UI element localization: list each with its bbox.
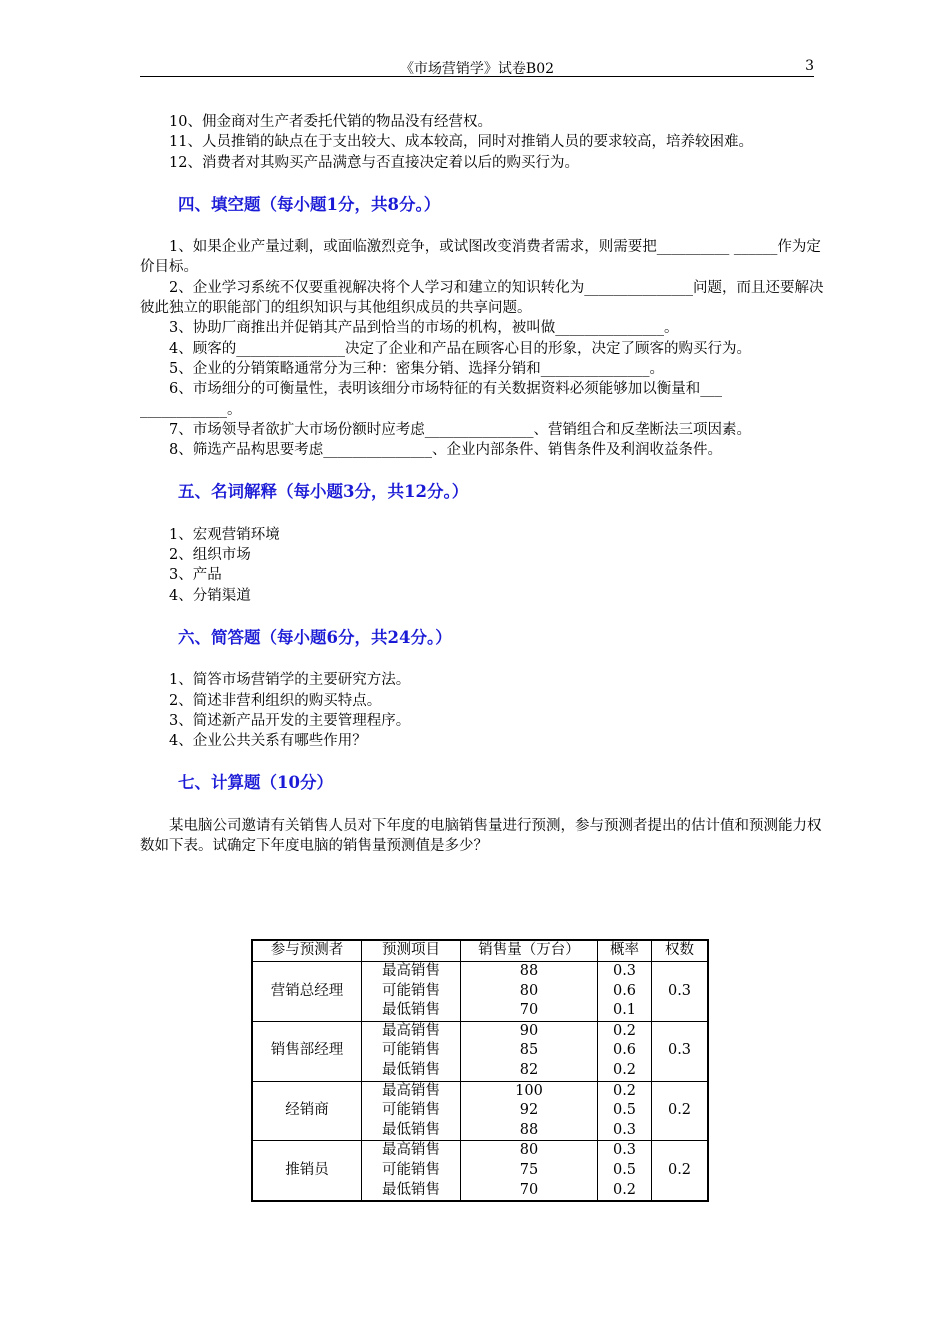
term-item: 2、组织市场 [169,547,251,564]
fill-item: 7、市场领导者欲扩大市场份额时应考虑_______________、营销组合和反垄断法三项因素。 [169,421,751,438]
sales-cell: 80 75 70 [461,1141,598,1201]
section-title: 五、名词解释（每小题3分，共12分。） [178,482,469,502]
judge-item: 10、佣金商对生产者委托代销的物品没有经营权。 [169,114,492,130]
table-row [252,1081,708,1141]
judge-item: 12、消费者对其购买产品满意与否直接决定着以后的购买行为。 [169,154,579,171]
header-title: 《市场营销学》试卷B02 [399,61,555,77]
section-title: 四、填空题（每小题1分，共8分。） [178,194,441,214]
fill-item: 4、顾客的_______________决定了企业和产品在顾客心目的形象，决定了顾客的购买行为。 [169,340,751,357]
sales-cell: 88 80 70 [461,962,598,1022]
exam-content [140,112,826,856]
table-row [252,1021,708,1081]
page-number: 3 [805,58,814,74]
item-cell: 最高销售 可能销售 最低销售 [362,1081,461,1141]
term-item: 4、分销渠道 [169,587,251,604]
fill-item: 2、企业学习系统不仅要重视解决将个人学习和建立的知识转化为_______________问题，而且还要解决彼此独立的职能部门的组织知识与其他组织成员的共享问题。 [140,279,824,317]
weight-cell: 0.3 [652,1021,709,1081]
person-cell: 营销总经理 [252,962,362,1022]
page-header [140,58,814,77]
sales-cell: 100 92 88 [461,1081,598,1141]
fill-item: 1、如果企业产量过剩，或面临激烈竞争，或试图改变消费者需求，则需要把__________ ______作为定价目标。 [140,239,821,276]
section-title: 七、计算题（10分） [178,773,333,793]
fill-item: 3、协助厂商推出并促销其产品到恰当的市场的机构，被叫做_______________。 [169,320,679,337]
table-row [252,962,708,1022]
question-item: 4、企业公共关系有哪些作用？ [169,733,367,750]
weight-cell: 0.2 [652,1141,709,1201]
person-cell: 推销员 [252,1141,362,1201]
term-item: 3、产品 [169,567,222,584]
sales-cell: 90 85 82 [461,1021,598,1081]
fill-item: 5、企业的分销策略通常分为三种：密集分销、选择分销和_______________。 [169,360,664,377]
prob-cell: 0.3 0.5 0.2 [598,1141,652,1201]
fill-item: 8、筛选产品构思要考虑_______________、企业内部条件、销售条件及利润收益条件。 [169,442,722,459]
question-item: 1、简答市场营销学的主要研究方法。 [169,672,411,689]
weight-cell: 0.3 [652,962,709,1022]
question-item: 2、简述非营利组织的购买特点。 [169,692,382,709]
forecast-table [251,939,709,1202]
weight-cell: 0.2 [652,1081,709,1141]
question-item: 3、简述新产品开发的主要管理程序。 [169,712,411,729]
prob-cell: 0.2 0.5 0.3 [598,1081,652,1141]
column-header: 销售量（万台） [461,940,598,962]
column-header: 参与预测者 [252,940,362,962]
item-cell: 最高销售 可能销售 最低销售 [362,1021,461,1081]
fill-item: 6、市场细分的可衡量性，表明该细分市场特征的有关数据资料必须能够加以衡量和___ ____________。 [140,381,722,418]
person-cell: 经销商 [252,1081,362,1141]
calc-problem-text: 某电脑公司邀请有关销售人员对下年度的电脑销售量进行预测，参与预测者提出的估计值和预测能力权数如下表。试确定下年度电脑的销售量预测值是多少？ [140,817,822,855]
prob-cell: 0.3 0.6 0.1 [598,962,652,1022]
prob-cell: 0.2 0.6 0.2 [598,1021,652,1081]
person-cell: 销售部经理 [252,1021,362,1081]
term-item: 1、宏观营销环境 [169,526,280,543]
item-cell: 最高销售 可能销售 最低销售 [362,1141,461,1201]
table-header-row [252,940,708,962]
column-header: 概率 [598,940,652,962]
column-header: 权数 [652,940,709,962]
item-cell: 最高销售 可能销售 最低销售 [362,962,461,1022]
section-title: 六、简答题（每小题6分，共24分。） [178,627,452,647]
column-header: 预测项目 [362,940,461,962]
judge-item: 11、人员推销的缺点在于支出较大、成本较高，同时对推销人员的要求较高，培养较困难。 [169,134,753,151]
table-row [252,1141,708,1201]
